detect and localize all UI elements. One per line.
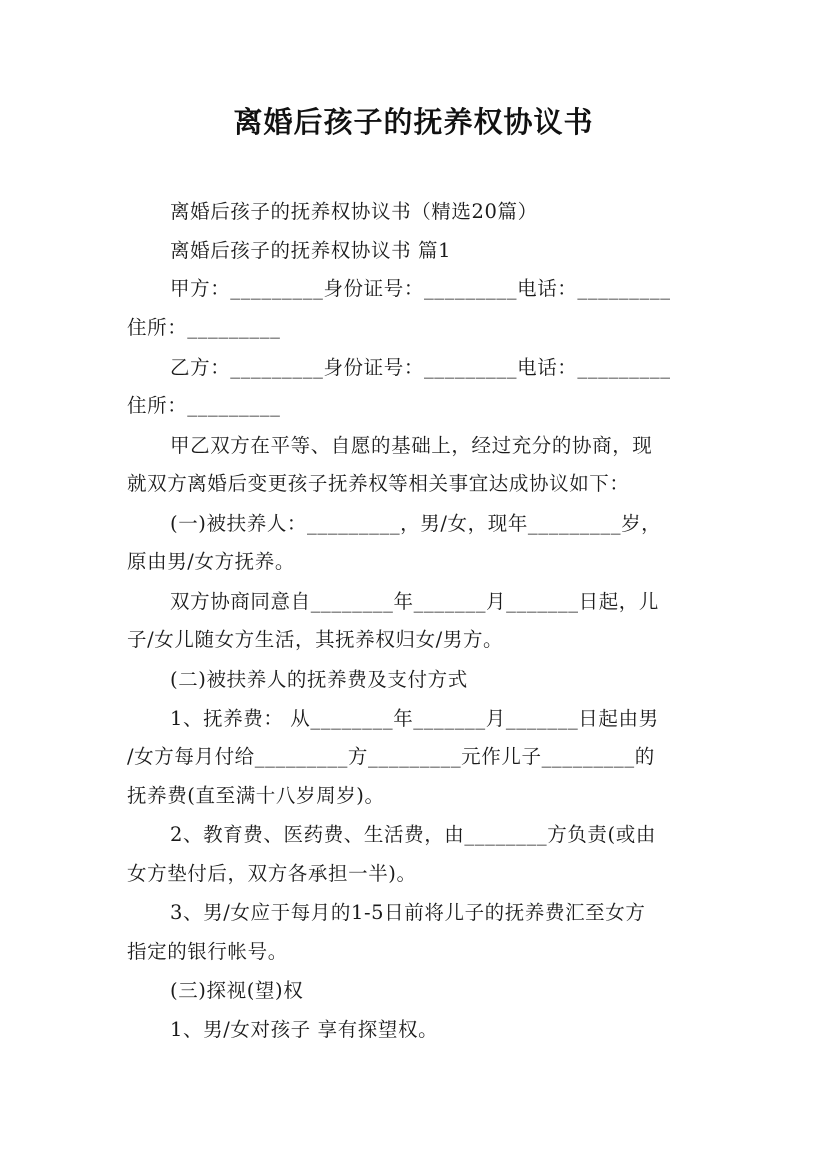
clause-1-agreement: 双方协商同意自________年_______月_______日起，儿: [170, 590, 659, 613]
clause-2-item-2: 2、教育费、医药费、生活费，由________方负责(或由: [170, 823, 656, 846]
clause-3-item-1: 1、男/女对孩子 享有探望权。: [170, 1018, 439, 1041]
party-a-address: 住所：_________: [127, 316, 281, 339]
party-b-line: 乙方：_________身份证号：_________电话：_________: [170, 356, 671, 379]
paragraph-intro: 甲乙双方在平等、自愿的基础上，经过充分的协商，现: [170, 434, 653, 457]
party-b-address: 住所：_________: [127, 394, 281, 417]
clause-2-item-1-cont2: 抚养费(直至满十八岁周岁)。: [127, 784, 385, 807]
clause-1-agreement-cont: 子/女儿随女方生活，其抚养权归女/男方。: [127, 628, 504, 651]
party-a-line: 甲方：_________身份证号：_________电话：_________: [170, 277, 671, 300]
clause-2-item-3: 3、男/女应于每月的1-5日前将儿子的抚养费汇至女方: [170, 901, 646, 924]
clause-2-item-1-cont: /女方每月付给_________方_________元作儿子_________的: [127, 745, 655, 768]
clause-1: (一)被扶养人：_________，男/女，现年_________岁，: [170, 512, 662, 535]
clause-3-heading: (三)探视(望)权: [170, 979, 304, 1002]
clause-2-item-2-cont: 女方垫付后，双方各承担一半)。: [127, 862, 417, 885]
clause-2-item-1: 1、抚养费： 从________年_______月_______日起由男: [170, 707, 659, 730]
paragraph-section-heading: 离婚后孩子的抚养权协议书 篇1: [170, 239, 452, 262]
clause-2-item-3-cont: 指定的银行帐号。: [127, 940, 288, 963]
paragraph-subtitle: 离婚后孩子的抚养权协议书（精选20篇）: [170, 200, 538, 223]
document-title: 离婚后孩子的抚养权协议书: [233, 105, 594, 139]
paragraph-intro-cont: 就双方离婚后变更孩子抚养权等相关事宜达成协议如下：: [127, 472, 630, 495]
clause-2-heading: (二)被扶养人的抚养费及支付方式: [170, 668, 468, 691]
clause-1-cont: 原由男/女方抚养。: [127, 550, 295, 573]
